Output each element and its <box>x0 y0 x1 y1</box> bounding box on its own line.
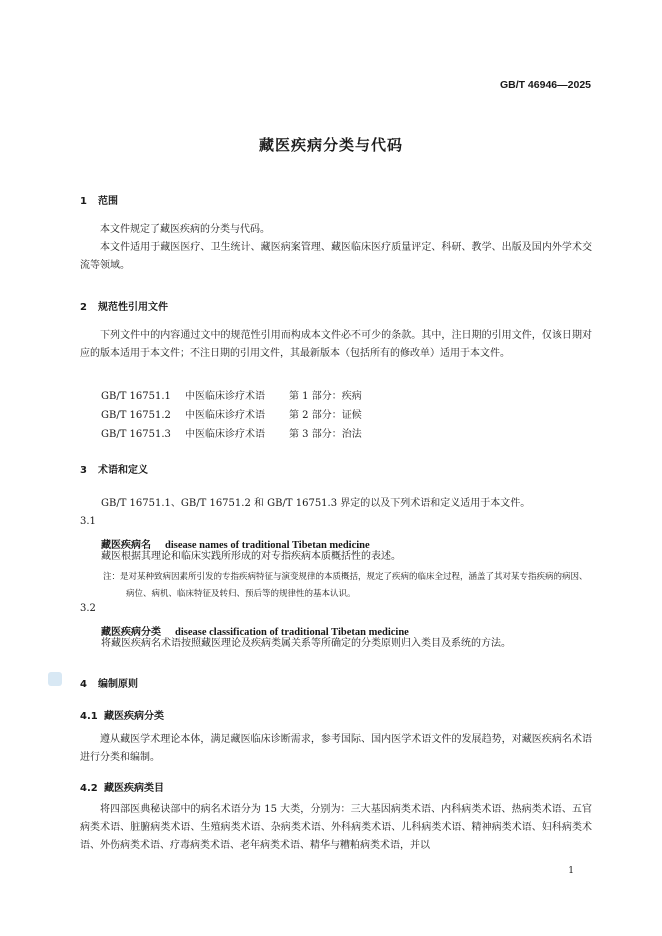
section-title: 藏医疾病分类 <box>104 711 164 722</box>
term-number: 3.2 <box>80 603 96 614</box>
section-1-paragraph-1: 本文件规定了藏医疾病的分类与代码。 <box>100 224 270 235</box>
section-4-2-paragraph: 将四部医典秘诀部中的病名术语分为 15 大类，分别为：三大基因病类术语、内科病类术语、热病类术语、五官病类术语、脏腑病类术语、生殖病类术语、杂病类术语、外科病类术语、儿科病类术语、精神病类术语、妇科病类术语、外伤病类术语、疗毒病类术语、老年病类术语、精华与糟粕病类术语，并以 <box>80 804 592 851</box>
term-number: 3.1 <box>80 516 96 527</box>
section-4-1-paragraph: 遵从藏医学术理论本体，满足藏医临床诊断需求，参考国际、国内医学术语文件的发展趋势，对藏医疾病名术语进行分类和编制。 <box>80 734 592 763</box>
section-2-paragraph-1: 下列文件中的内容通过文中的规范性引用而构成本文件必不可少的条款。其中，注日期的引用文件，仅该日期对应的版本适用于本文件；不注日期的引用文件，其最新版本（包括所有的修改单）适用于本文件。 <box>80 330 592 359</box>
section-title: 规范性引用文件 <box>98 302 168 313</box>
term-definition: 将藏医疾病名术语按照藏医理论及疾病类属关系等所确定的分类原则归入类目及系统的方法。 <box>101 638 511 649</box>
section-4-heading <box>80 675 138 690</box>
term-chinese: 藏医疾病分类 <box>101 627 161 638</box>
reference-code: GB/T 16751.3 <box>101 429 171 440</box>
section-title: 藏医疾病类目 <box>104 783 164 794</box>
section-4-1-heading <box>80 707 164 722</box>
section-1-paragraph-2: 本文件适用于藏医医疗、卫生统计、藏医病案管理、藏医临床医疗质量评定、科研、教学、出版及国内外学术交流等领域。 <box>80 242 592 271</box>
reference-item <box>101 406 362 421</box>
reference-item <box>101 425 362 440</box>
reference-part: 第 3 部分：治法 <box>289 429 362 440</box>
section-3-heading <box>80 461 148 476</box>
section-title: 范围 <box>98 196 118 207</box>
term-english: disease names of traditional Tibetan medicine <box>165 540 370 551</box>
section-number: 4.2 <box>80 783 98 794</box>
watermark-mark <box>48 672 62 686</box>
section-number: 3 <box>80 465 87 476</box>
reference-item <box>101 387 362 402</box>
term-english: disease classification of traditional Tibetan medicine <box>175 627 409 638</box>
section-title: 术语和定义 <box>98 465 148 476</box>
section-4-2-heading <box>80 779 164 794</box>
section-1-heading <box>80 192 118 207</box>
section-3-paragraph-1: GB/T 16751.1、GB/T 16751.2 和 GB/T 16751.3 界定的以及下列术语和定义适用于本文件。 <box>101 498 531 509</box>
reference-part: 第 2 部分：证候 <box>289 410 362 421</box>
section-number: 2 <box>80 302 87 313</box>
reference-name: 中医临床诊疗术语 <box>185 410 265 421</box>
section-number: 4 <box>80 679 87 690</box>
section-number: 4.1 <box>80 711 98 722</box>
page-number: 1 <box>568 866 574 876</box>
term-note: 注：是对某种致病因素所引发的专指疾病特征与演变规律的本质概括，规定了疾病的临床全过程，涵盖了其对某专指疾病的病因、病位、病机、临床特征及转归、预后等的规律性的基本认识。 <box>103 572 588 599</box>
section-2-heading <box>80 298 168 313</box>
reference-code: GB/T 16751.1 <box>101 391 171 402</box>
section-title: 编制原则 <box>98 679 138 690</box>
reference-part: 第 1 部分：疾病 <box>289 391 362 402</box>
document-title: 藏医疾病分类与代码 <box>258 136 403 154</box>
term-definition: 藏医根据其理论和临床实践所形成的对专指疾病本质概括性的表述。 <box>101 551 401 562</box>
section-number: 1 <box>80 196 87 207</box>
reference-name: 中医临床诊疗术语 <box>185 391 265 402</box>
reference-code: GB/T 16751.2 <box>101 410 171 421</box>
reference-name: 中医临床诊疗术语 <box>185 429 265 440</box>
term-chinese: 藏医疾病名 <box>101 540 151 551</box>
standard-code: GB/T 46946—2025 <box>499 79 591 91</box>
